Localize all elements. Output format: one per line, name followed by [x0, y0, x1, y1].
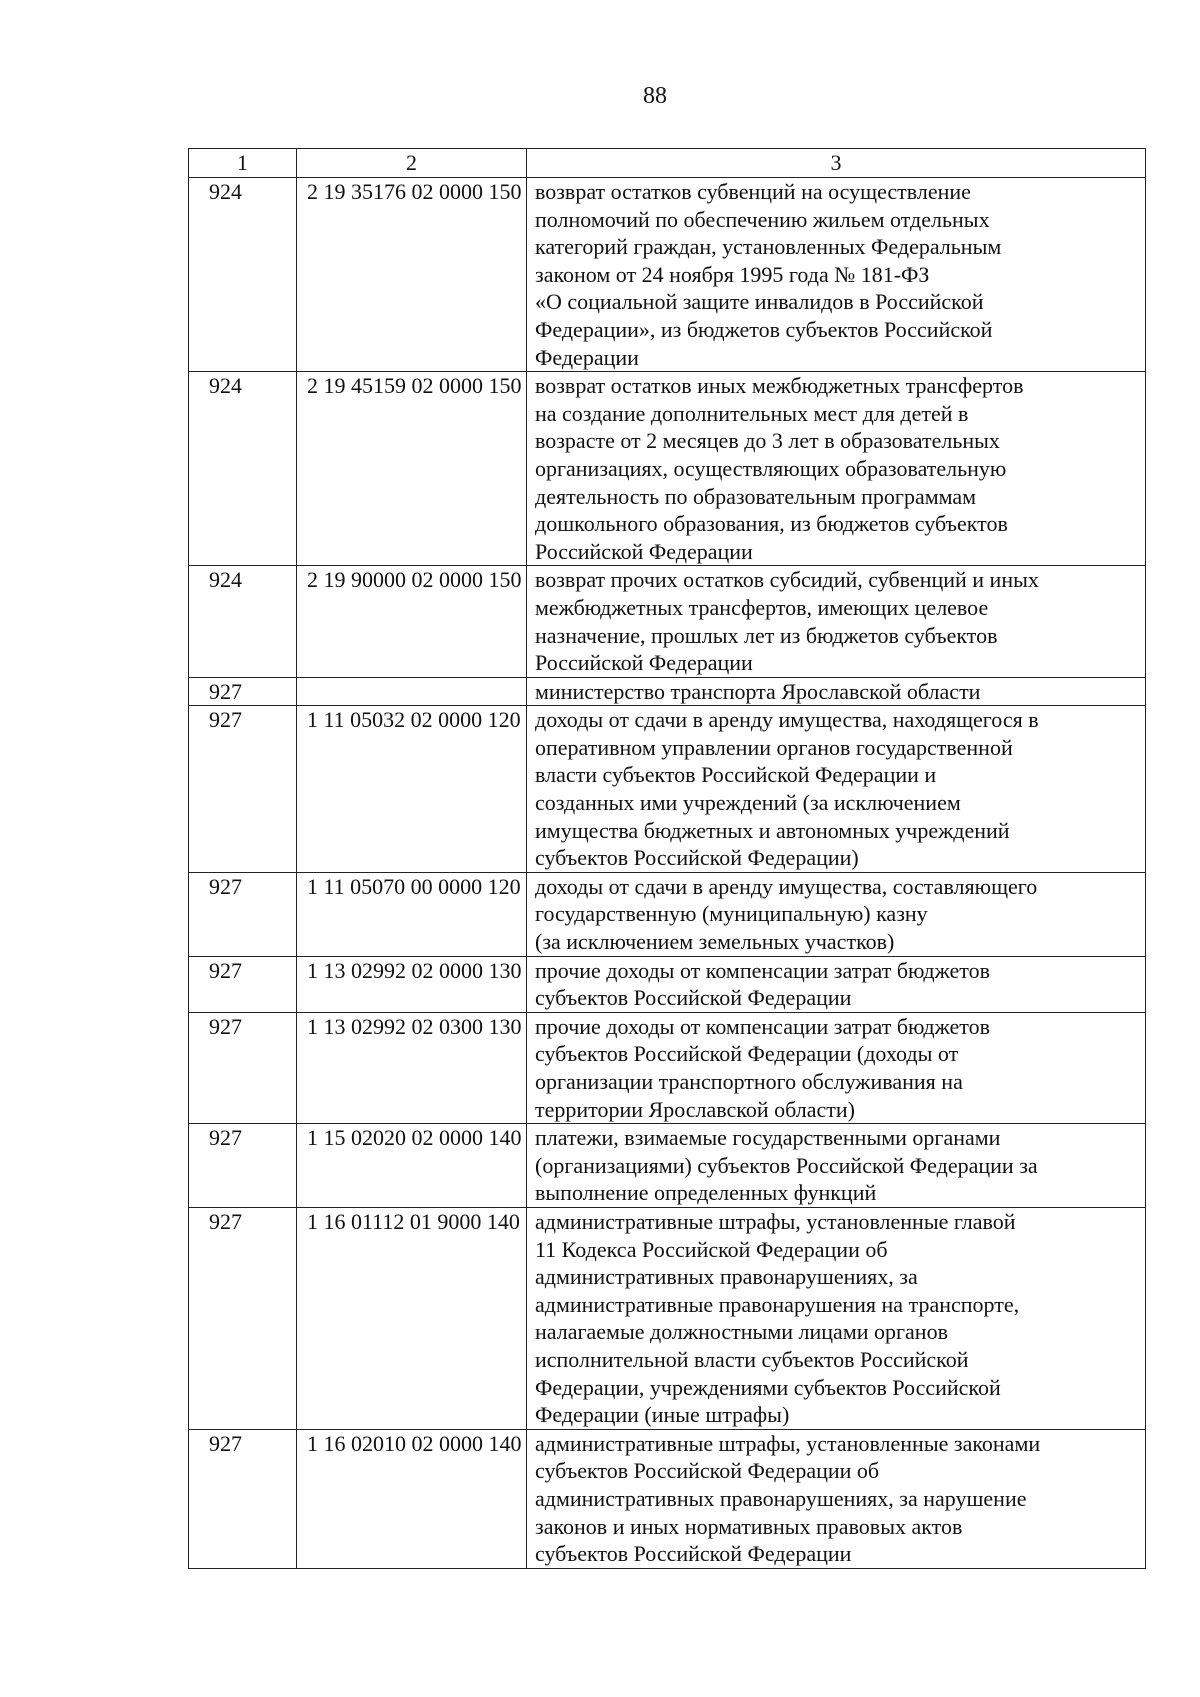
revenue-name-line: прочие доходы от компенсации затрат бюджетов	[535, 957, 990, 983]
header-col-2: 2	[297, 149, 527, 178]
revenue-code-cell: 1 15 02020 02 0000 140	[297, 1124, 527, 1208]
revenue-name-line: территории Ярославской области)	[535, 1096, 855, 1122]
revenue-name-line: налагаемые должностными лицами органов	[535, 1319, 948, 1345]
revenue-name-cell	[527, 706, 1146, 873]
admin-code-cell: 924	[189, 178, 297, 372]
revenue-name-line: субъектов Российской Федерации)	[535, 845, 859, 871]
revenue-name-line: оперативном управлении органов государственной	[535, 734, 1013, 760]
table-row	[189, 178, 1146, 372]
revenue-name-line: выполнение определенных функций	[535, 1180, 877, 1206]
revenue-code-cell: 2 19 45159 02 0000 150	[297, 372, 527, 566]
revenue-name-line: административных правонарушениях, за	[535, 1264, 918, 1290]
revenue-name-line: законов и иных нормативных правовых актов	[535, 1513, 963, 1539]
revenue-codes-table	[188, 148, 1146, 1569]
revenue-name-line: власти субъектов Российской Федерации и	[535, 762, 937, 788]
revenue-name-line: платежи, взимаемые государственными органами	[535, 1125, 1001, 1151]
table-row	[189, 372, 1146, 566]
revenue-name-line: категорий граждан, установленных Федеральным	[535, 234, 1002, 260]
revenue-name-line: административные штрафы, установленные главой	[535, 1208, 1016, 1234]
revenue-name-line: 11 Кодекса Российской Федерации об	[535, 1236, 888, 1262]
revenue-code-cell: 2 19 90000 02 0000 150	[297, 566, 527, 677]
revenue-name-cell	[527, 566, 1146, 677]
revenue-code-cell: 1 11 05070 00 0000 120	[297, 872, 527, 956]
table-body	[189, 178, 1146, 1569]
revenue-name-cell	[527, 1012, 1146, 1123]
revenue-name-cell	[527, 872, 1146, 956]
admin-code-cell: 927	[189, 1124, 297, 1208]
revenue-name-cell	[527, 1207, 1146, 1429]
revenue-name-line: административные правонарушения на транспорте,	[535, 1291, 1020, 1317]
admin-code-cell: 927	[189, 706, 297, 873]
revenue-code-cell: 1 16 02010 02 0000 140	[297, 1429, 527, 1568]
revenue-name-cell	[527, 1124, 1146, 1208]
revenue-name-line: Российской Федерации	[535, 650, 753, 676]
page-number: 88	[643, 83, 667, 109]
revenue-name-line: прочие доходы от компенсации затрат бюджетов	[535, 1013, 990, 1039]
header-col-1: 1	[189, 149, 297, 178]
revenue-code-cell: 1 16 01112 01 9000 140	[297, 1207, 527, 1429]
revenue-name-line: субъектов Российской Федерации об	[535, 1458, 880, 1484]
revenue-name-line: (за исключением земельных участков)	[535, 929, 895, 955]
revenue-name-line: министерство транспорта Ярославской области	[535, 678, 981, 704]
table-row	[189, 566, 1146, 677]
revenue-name-line: возврат прочих остатков субсидий, субвенций и иных	[535, 567, 1039, 593]
revenue-name-line: исполнительной власти субъектов Российской	[535, 1346, 969, 1372]
revenue-name-line: имущества бюджетных и автономных учреждений	[535, 817, 1010, 843]
revenue-name-line: межбюджетных трансфертов, имеющих целевое	[535, 594, 989, 620]
revenue-code-cell: 1 13 02992 02 0000 130	[297, 956, 527, 1012]
revenue-name-line: Федерации», из бюджетов субъектов Российской	[535, 316, 993, 342]
revenue-name-cell	[527, 372, 1146, 566]
revenue-name-line: доходы от сдачи в аренду имущества, находящегося в	[535, 707, 1039, 733]
revenue-name-line: дошкольного образования, из бюджетов субъектов	[535, 511, 1008, 537]
revenue-name-line: организациях, осуществляющих образовательную	[535, 455, 1007, 481]
revenue-name-line: возврат остатков иных межбюджетных трансфертов	[535, 373, 1024, 399]
admin-code-cell: 927	[189, 956, 297, 1012]
table-row	[189, 677, 1146, 706]
revenue-name-line: созданных ими учреждений (за исключением	[535, 790, 961, 816]
revenue-name-line: законом от 24 ноября 1995 года № 181-ФЗ	[535, 261, 930, 287]
revenue-name-line: (организациями) субъектов Российской Федерации за	[535, 1152, 1038, 1178]
table-row	[189, 956, 1146, 1012]
revenue-name-line: Российской Федерации	[535, 538, 753, 564]
revenue-name-line: доходы от сдачи в аренду имущества, составляющего	[535, 873, 1038, 899]
revenue-name-line: субъектов Российской Федерации (доходы от	[535, 1041, 959, 1067]
revenue-name-line: на создание дополнительных мест для детей в	[535, 400, 969, 426]
revenue-code-cell	[297, 677, 527, 706]
revenue-name-line: назначение, прошлых лет из бюджетов субъектов	[535, 622, 998, 648]
revenue-name-cell	[527, 956, 1146, 1012]
revenue-name-line: деятельность по образовательным программам	[535, 483, 977, 509]
table-header-row	[189, 149, 1146, 178]
admin-code-cell: 927	[189, 1207, 297, 1429]
admin-code-cell: 927	[189, 677, 297, 706]
table-row	[189, 1124, 1146, 1208]
revenue-name-line: полномочий по обеспечению жильем отдельных	[535, 206, 990, 232]
table-row	[189, 872, 1146, 956]
revenue-name-line: Федерации (иные штрафы)	[535, 1402, 790, 1428]
admin-code-cell: 927	[189, 1012, 297, 1123]
revenue-name-line: Федерации, учреждениями субъектов Российской	[535, 1374, 1001, 1400]
header-col-3: 3	[527, 149, 1146, 178]
revenue-name-line: возрасте от 2 месяцев до 3 лет в образовательных	[535, 428, 1000, 454]
table-row	[189, 1207, 1146, 1429]
revenue-code-cell: 1 13 02992 02 0300 130	[297, 1012, 527, 1123]
revenue-name-line: государственную (муниципальную) казну	[535, 901, 928, 927]
revenue-code-cell: 1 11 05032 02 0000 120	[297, 706, 527, 873]
revenue-name-line: организации транспортного обслуживания на	[535, 1069, 963, 1094]
revenue-name-line: субъектов Российской Федерации	[535, 1541, 852, 1567]
revenue-name-cell	[527, 1429, 1146, 1568]
admin-code-cell: 924	[189, 372, 297, 566]
revenue-code-cell: 2 19 35176 02 0000 150	[297, 178, 527, 372]
revenue-name-cell	[527, 677, 1146, 706]
admin-code-cell: 924	[189, 566, 297, 677]
table-row	[189, 1012, 1146, 1123]
revenue-name-line: Федерации	[535, 344, 639, 370]
admin-code-cell: 927	[189, 872, 297, 956]
revenue-name-line: возврат остатков субвенций на осуществление	[535, 179, 971, 204]
revenue-name-cell	[527, 178, 1146, 372]
revenue-name-line: административные штрафы, установленные законами	[535, 1430, 1041, 1456]
revenue-name-line: административных правонарушениях, за нарушение	[535, 1485, 1027, 1511]
table-row	[189, 1429, 1146, 1568]
admin-code-cell: 927	[189, 1429, 297, 1568]
table-row	[189, 706, 1146, 873]
revenue-name-line: субъектов Российской Федерации	[535, 985, 852, 1011]
revenue-name-line: «О социальной защите инвалидов в Российской	[535, 289, 984, 315]
